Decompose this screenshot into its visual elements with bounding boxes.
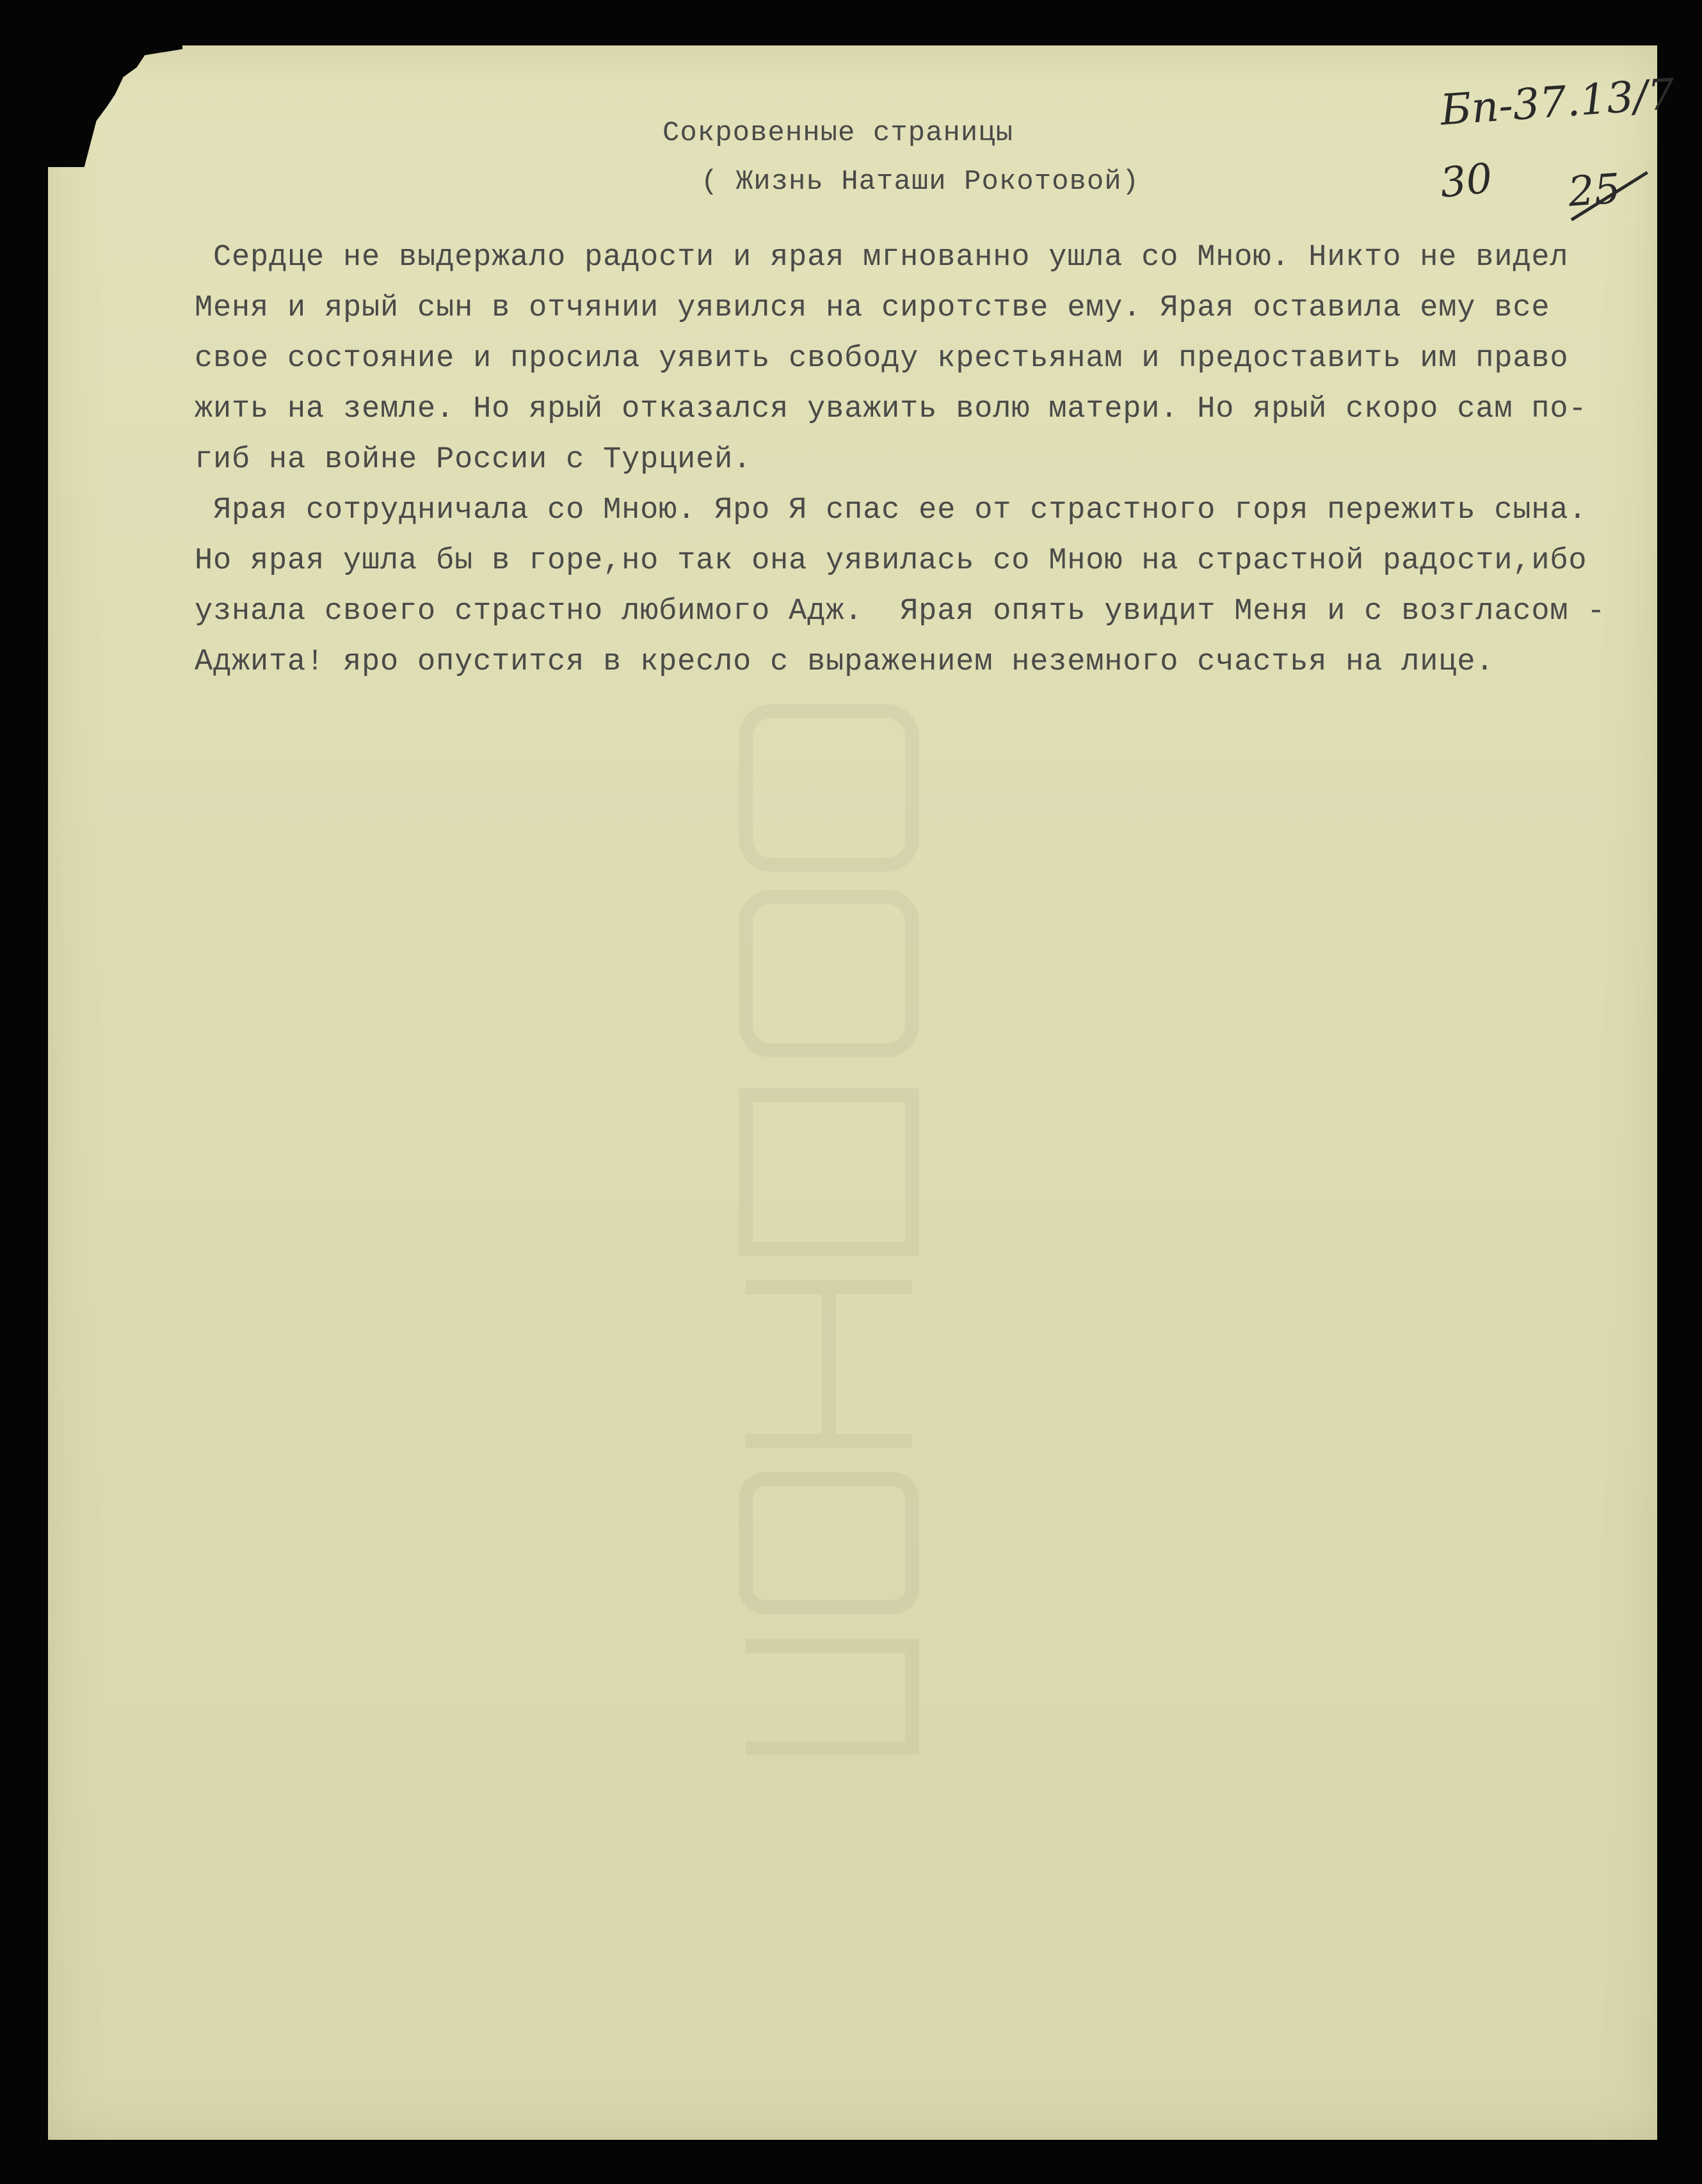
body-line: жить на земле. Но ярый отказался уважить волю матери. Но ярый скоро сам по- (176, 392, 1587, 426)
watermark-logo-icon (720, 686, 951, 1774)
torn-corner (48, 45, 182, 167)
body-line: Меня и ярый сын в отчянии уявился на сиротстве ему. Ярая оставила ему все (176, 291, 1550, 325)
body-line: узнала своего страстно любимого Адж. Ярая опять увидит Меня и с возгласом - (176, 595, 1606, 629)
page-number-annotation: 30 (1438, 154, 1495, 208)
body-line: Сердце не выдержало радости и ярая мгнованно ушла со Мною. Никто не видел (176, 241, 1569, 275)
archive-watermark (720, 686, 951, 1774)
archive-code-annotation: Бп-37.13/7 (1438, 69, 1676, 135)
document-subtitle: ( Жизнь Наташи Рокотовой) (701, 166, 1140, 198)
document-title: Сокровенные страницы (662, 117, 1014, 149)
body-line: Но ярая ушла бы в горе,но так она уявилась со Мною на страстной радости,ибо (176, 544, 1587, 578)
body-line: Аджита! яро опустится в кресло с выражением неземного счастья на лице. (176, 645, 1495, 679)
document-sheet (48, 45, 1676, 2140)
body-line: гиб на войне России с Турцией. (176, 443, 752, 477)
old-page-number-annotation: 25 (1566, 165, 1622, 216)
body-line: свое состояние и просила уявить свободу крестьянам и предоставить им право (176, 342, 1569, 376)
body-line: Ярая сотрудничала со Мною. Яро Я спас ее от страстного горя пережить сына. (176, 494, 1587, 527)
